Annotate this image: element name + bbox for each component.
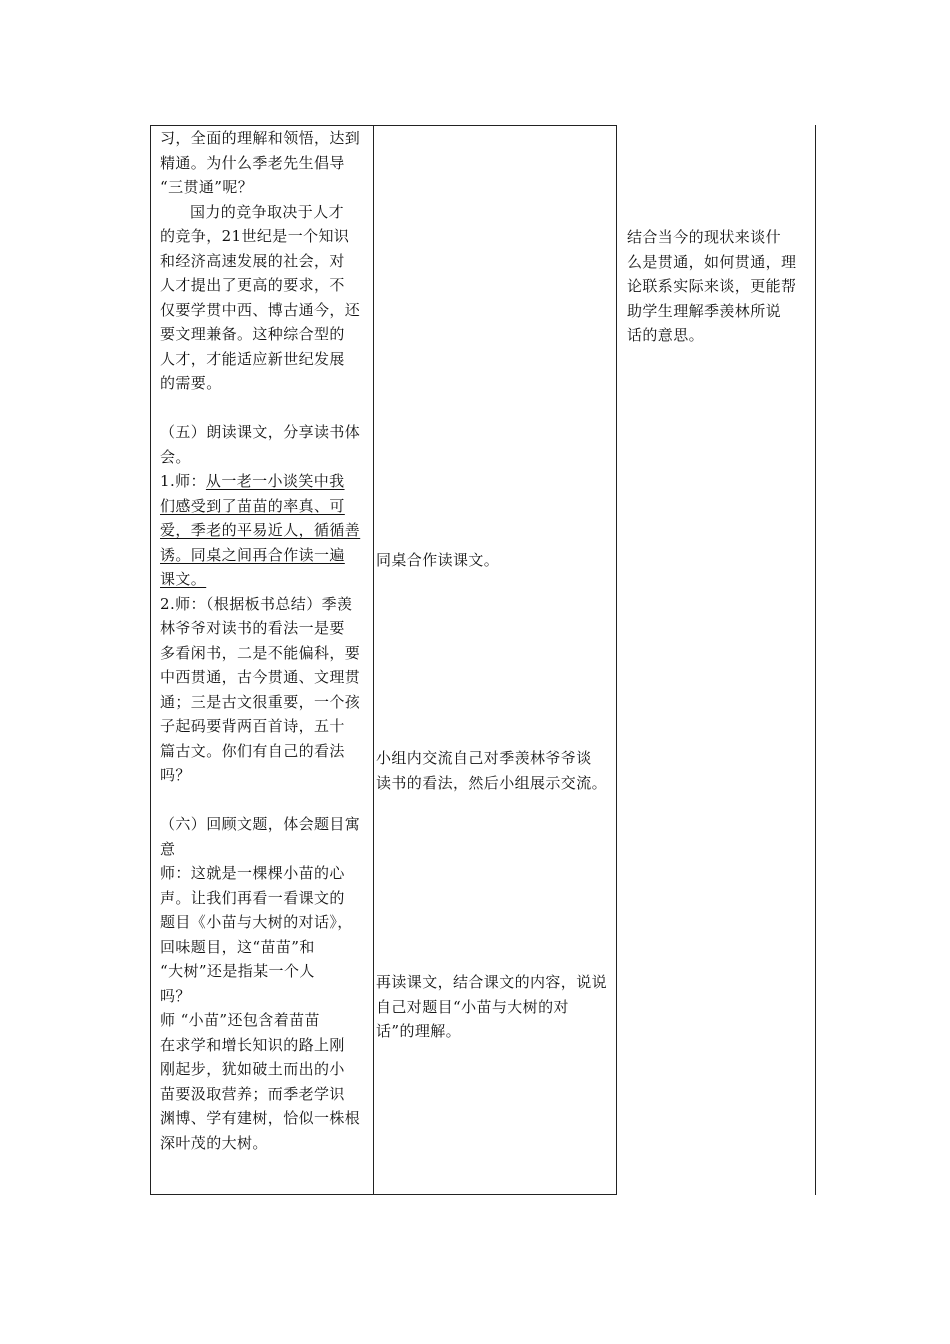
- text-line: 和经济高速发展的社会，对: [160, 251, 345, 270]
- section-heading: （六）回顾文题，体会题目寓: [160, 815, 361, 833]
- text-line: 渊博、学有建树，恰似一株根: [160, 1109, 361, 1127]
- text-line: 意: [160, 839, 176, 858]
- text-line: 论联系实际来谈，更能帮: [627, 277, 797, 295]
- text-line: 题目《小苗与大树的对话》，: [160, 913, 353, 931]
- student-activity-3: [376, 970, 614, 1044]
- text-line: 子起码要背两百首诗，五十: [160, 717, 345, 735]
- text-line: 自己对题目“小苗与大树的对: [376, 997, 569, 1016]
- text-line: 吗？: [160, 766, 191, 784]
- text-line: “三贯通”呢？: [160, 178, 254, 196]
- text-line: 的需要。: [160, 374, 222, 392]
- text-line: 习，全面的理解和领悟，达到: [160, 129, 361, 147]
- text-line: 中西贯通，古今贯通、文理贯: [160, 668, 361, 686]
- text-line: 多看闲书，二是不能偏科，要: [160, 643, 361, 662]
- text-line: [160, 469, 366, 494]
- item-number: 1.师：: [160, 472, 206, 490]
- text-line: 回味题目，这“苗苗”和: [160, 937, 315, 956]
- text-line: 苗要汲取营养；而季老学识: [160, 1084, 345, 1103]
- text-line: 声。让我们再看一看课文的: [160, 888, 345, 907]
- text-line: 师 “小苗”还包含着苗苗: [160, 1011, 320, 1029]
- text-line: 深叶茂的大树。: [160, 1133, 268, 1152]
- text-line: 么是贯通，如何贯通，理: [627, 252, 797, 271]
- text-line: 读书的看法，然后小组展示交流。: [376, 773, 608, 792]
- text-line: 同桌合作读课文。: [376, 551, 500, 569]
- text-line: 国力的竞争取决于人才: [190, 202, 345, 221]
- text-line: 助学生理解季羡林所说: [627, 301, 782, 320]
- text-line: 刚起步，犹如破土而出的小: [160, 1060, 345, 1078]
- text-line: 篇古文。你们有自己的看法: [160, 741, 345, 760]
- teacher-activity-cell: [160, 126, 366, 1155]
- text-line: “大树”还是指某一个人: [160, 962, 315, 980]
- student-activity-2: [376, 746, 614, 795]
- text-line: 人才提出了更高的要求，不: [160, 276, 345, 294]
- student-activity-1: [376, 548, 614, 573]
- text-line: 的竞争，21世纪是一个知识: [160, 227, 350, 245]
- underlined-text: 课文。: [160, 570, 207, 588]
- text-line: 精通。为什么季老先生倡导: [160, 153, 345, 172]
- right-border-line: [815, 125, 816, 1195]
- blank-line: [160, 788, 366, 813]
- text-line: 吗？: [160, 986, 191, 1005]
- text-line: 要文理兼备。这种综合型的: [160, 325, 345, 343]
- column-divider: [373, 126, 374, 1194]
- text-line: 结合当今的现状来谈什: [627, 228, 782, 246]
- text-line: 2.师：（根据板书总结）季羡: [160, 594, 353, 613]
- text-line: 小组内交流自己对季羡林爷爷谈: [376, 749, 592, 767]
- blank-line: [160, 396, 366, 421]
- text-line: 师：这就是一棵棵小苗的心: [160, 864, 345, 882]
- text-line: 人才，才能适应新世纪发展: [160, 349, 345, 368]
- section-heading: （五）朗读课文，分享读书体: [160, 423, 361, 441]
- design-intent-cell: [627, 225, 810, 348]
- text-line: 再读课文，结合课文的内容，说说: [376, 973, 608, 991]
- text-line: 通；三是古文很重要，一个孩: [160, 692, 361, 711]
- text-line: 林爷爷对读书的看法一是要: [160, 619, 345, 637]
- underlined-text: 爱，季老的平易近人，循循善: [160, 521, 361, 539]
- text-line: 话”的理解。: [376, 1022, 462, 1040]
- underlined-text: 从一老一小谈笑中我: [205, 472, 345, 490]
- underlined-text: 们感受到了苗苗的率真、可: [160, 496, 345, 515]
- text-line: 会。: [160, 447, 191, 466]
- text-line: 仅要学贯中西、博古通今，还: [160, 300, 361, 319]
- underlined-text: 诱。同桌之间再合作读一遍: [160, 545, 345, 564]
- text-line: 在求学和增长知识的路上刚: [160, 1035, 345, 1054]
- text-line: 话的意思。: [627, 326, 705, 344]
